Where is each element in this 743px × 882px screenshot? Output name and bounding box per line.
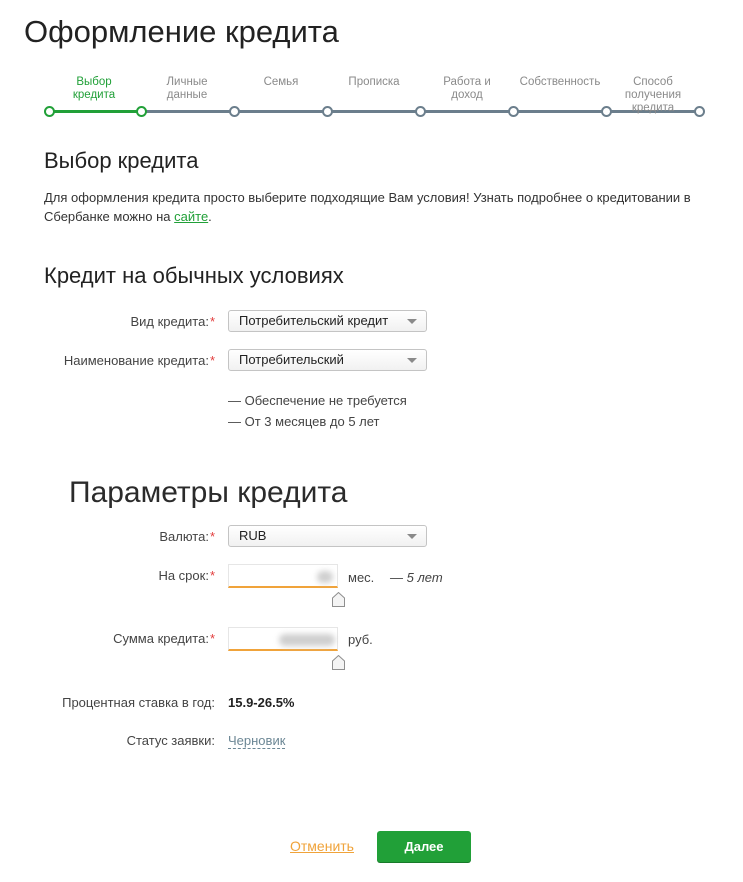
- term-input[interactable]: [228, 564, 338, 588]
- step-label-credit-choice[interactable]: Выбор кредита: [72, 76, 116, 101]
- section-title-regular-credit: Кредит на обычных условиях: [44, 263, 344, 288]
- stepper-dot-3: [322, 106, 333, 117]
- page-title: Оформление кредита: [24, 14, 339, 49]
- site-link[interactable]: сайте: [174, 209, 209, 224]
- amount-value-redacted: [279, 634, 335, 646]
- step-label-receiving-method[interactable]: Способ получения кредита: [624, 76, 682, 114]
- credit-name-select[interactable]: [228, 349, 427, 371]
- progress-stepper: [0, 70, 743, 120]
- stepper-dot-4: [415, 106, 426, 117]
- term-label: На срок:*: [158, 568, 215, 583]
- chevron-down-icon: [407, 358, 417, 363]
- term-unit: мес.: [348, 570, 375, 585]
- stepper-dot-6: [601, 106, 612, 117]
- amount-input[interactable]: [228, 627, 338, 651]
- intro-text-body: Для оформления кредита просто выберите подходящие Вам условия! Узнать подробнее о кредитовании в Сбербанке можно на: [44, 190, 691, 224]
- credit-type-label: Вид кредита:*: [130, 314, 215, 329]
- stepper-dot-end: [694, 106, 705, 117]
- chevron-down-icon: [407, 534, 417, 539]
- term-slider-handle[interactable]: [332, 592, 344, 606]
- step-label-registration[interactable]: Прописка: [348, 76, 400, 88]
- status-label: Статус заявки:: [126, 733, 215, 748]
- note-term-range: — От 3 месяцев до 5 лет: [228, 414, 380, 429]
- currency-value: RUB: [239, 528, 267, 543]
- amount-slider-handle[interactable]: [332, 655, 344, 669]
- stepper-dot-2: [229, 106, 240, 117]
- section-title-credit-choice: Выбор кредита: [44, 148, 199, 173]
- currency-label: Валюта:*: [159, 529, 215, 544]
- stepper-track-done: [49, 110, 141, 113]
- currency-select[interactable]: [228, 525, 427, 547]
- stepper-dot-5: [508, 106, 519, 117]
- credit-name-label: Наименование кредита:*: [63, 353, 215, 368]
- amount-label: Сумма кредита:*: [113, 631, 215, 646]
- credit-type-value: Потребительский кредит: [239, 313, 389, 328]
- status-value[interactable]: Черновик: [228, 733, 286, 748]
- section-title-params: Параметры кредита: [69, 476, 348, 509]
- stepper-dot-1: [136, 106, 147, 117]
- intro-text-end: .: [208, 209, 212, 224]
- rate-label: Процентная ставка в год:: [62, 695, 215, 710]
- chevron-down-icon: [407, 319, 417, 324]
- next-button[interactable]: Далее: [377, 831, 471, 862]
- stepper-dot-start: [44, 106, 55, 117]
- credit-type-select[interactable]: [228, 310, 427, 332]
- cancel-button[interactable]: Отменить: [290, 838, 354, 854]
- credit-name-value: Потребительский: [239, 352, 344, 367]
- rate-value: 15.9-26.5%: [228, 695, 295, 710]
- term-value-redacted: [317, 571, 333, 583]
- intro-text: [44, 188, 704, 226]
- note-no-collateral: — Обеспечение не требуется: [228, 393, 407, 408]
- amount-unit: руб.: [348, 632, 373, 647]
- step-label-property[interactable]: Собственность: [519, 76, 601, 88]
- step-label-family[interactable]: Семья: [263, 76, 299, 88]
- step-label-work-income[interactable]: Работа и доход: [443, 76, 491, 101]
- term-hint: — 5 лет: [390, 570, 443, 585]
- step-label-personal-data[interactable]: Личные данные: [166, 76, 208, 101]
